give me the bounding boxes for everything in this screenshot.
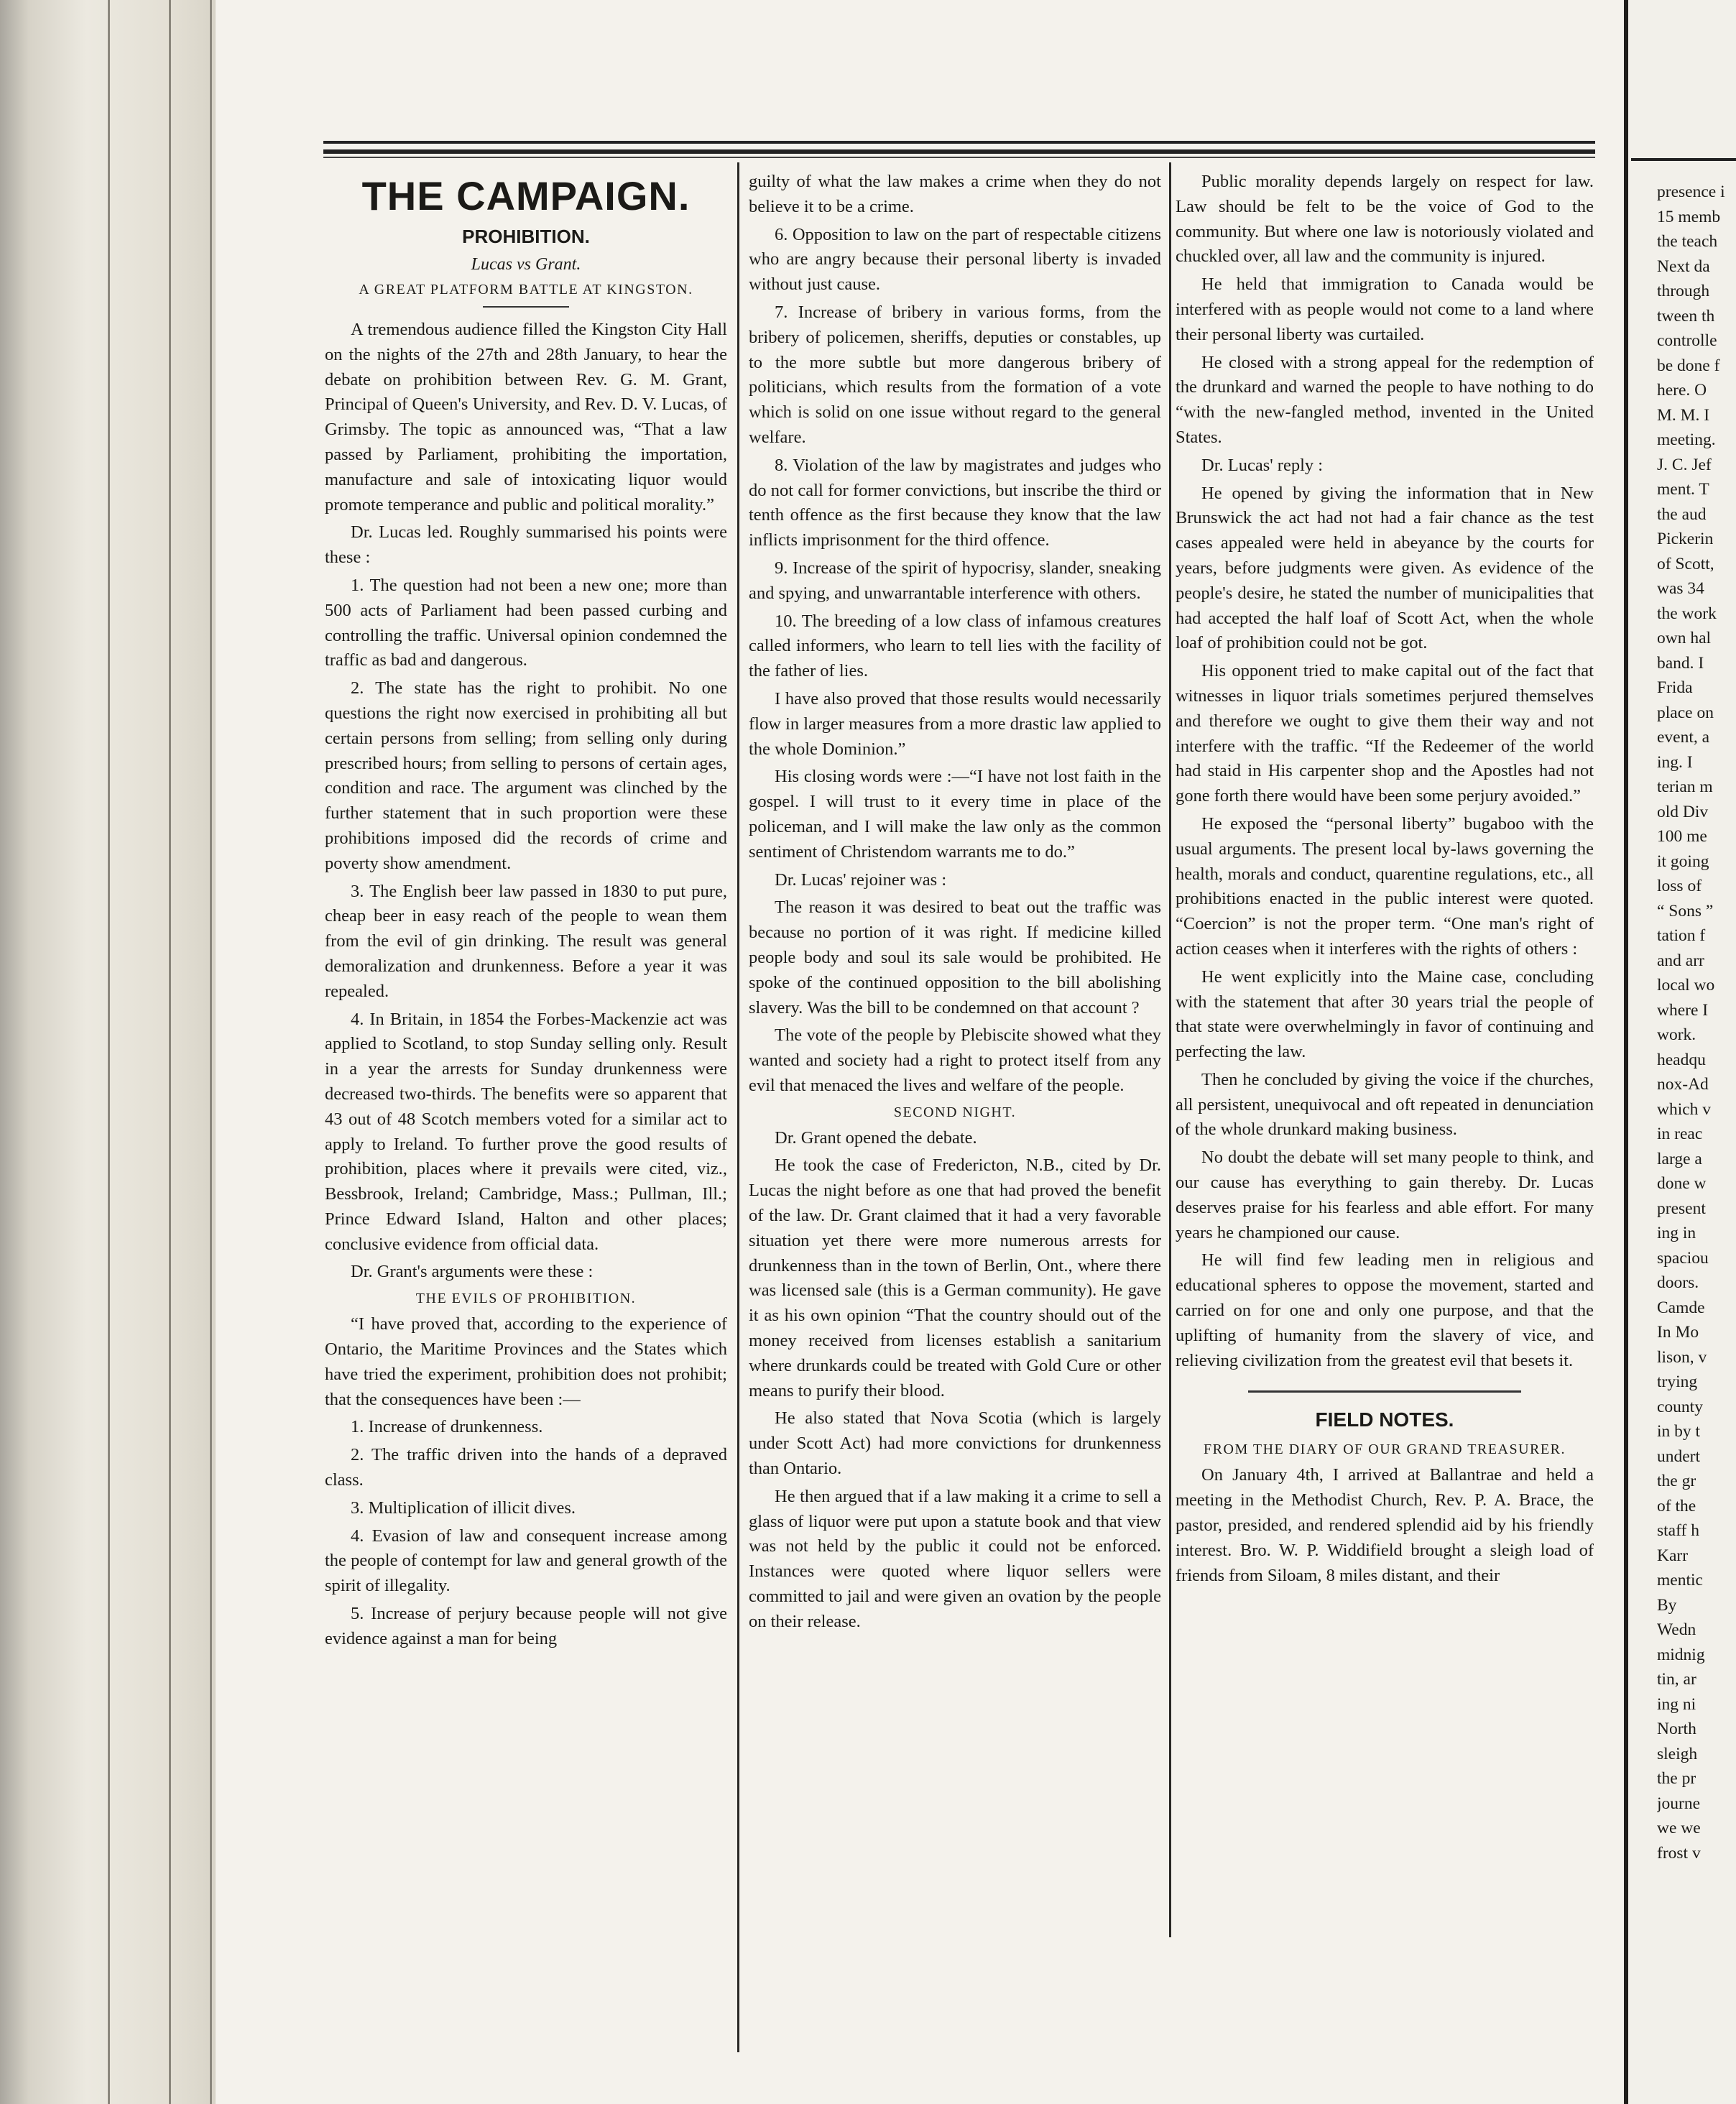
- text-fragment: By: [1657, 1595, 1677, 1615]
- paragraph: His opponent tried to make capital out of the fact that witnesses in liquor trials sometimes perjured themselves and therefore we ought to give them their way and not interfere with the traffic. “If the Redeemer of the world had staid in His carpenter shop and the Apostles had not gone forth there would have been some perjury avoided.”: [1176, 661, 1594, 806]
- text-fragment: ment. T: [1657, 480, 1709, 499]
- text-fragment: loss of: [1657, 877, 1702, 895]
- text-fragment: Karr: [1657, 1546, 1689, 1565]
- text-fragment: midnig: [1657, 1645, 1705, 1664]
- paragraph: He then argued that if a law making it a crime to sell a glass of liquor were put upon a statute book and that view was not held by the public it could not be enforced. Instances were quoted where liquor sellers were committed to jail and were given an ovation by the people on their release.: [749, 1486, 1161, 1631]
- paragraph: 1. The question had not been a new one; more than 500 acts of Parliament had been passed curbing and controlling the traffic. Universal opinion condemned the traffic as bad and dangerous.: [325, 575, 727, 670]
- text-fragment: 15 memb: [1657, 207, 1721, 226]
- text-fragment: meeting.: [1657, 430, 1716, 449]
- text-fragment: local wo: [1657, 976, 1715, 995]
- text-fragment: Pickerin: [1657, 530, 1714, 548]
- text-fragment: we we: [1657, 1819, 1701, 1837]
- column-divider: [1169, 162, 1171, 1937]
- text-fragment: doors.: [1657, 1273, 1699, 1292]
- subheading: THE EVILS OF PROHIBITION.: [415, 1291, 637, 1307]
- text-fragment: the gr: [1657, 1472, 1696, 1490]
- paragraph: Dr. Grant opened the debate.: [775, 1127, 977, 1148]
- text-fragment: mentic: [1657, 1571, 1703, 1589]
- text-fragment: lison, v: [1657, 1347, 1707, 1367]
- paragraph: A tremendous audience filled the Kingston City Hall on the nights of the 27th and 28th January, to hear the debate on prohibition between Rev. G. M. Grant, Principal of Queen's University, and Rev. D. V. Lucas, of Grimsby. The topic as announced was, “That a law passed by Parliament, prohibiting the importation, manufacture and sale of intoxicating liquor would promote temperance and public and political morality.”: [325, 320, 727, 515]
- paragraph: 2. The state has the right to prohibit. No one questions the right now exercised in prohibiting all but certain persons from selling; from selling only during prescribed hours; from selling to persons of certain ages, condition and race. The argument was clinched by the further statement that in such proportion were these prohibitions imposed did the records of crime and poverty show amendment.: [325, 678, 727, 873]
- text-fragment: presence i: [1657, 183, 1725, 201]
- list-item: 2. The traffic driven into the hands of a depraved class.: [325, 1445, 727, 1490]
- paragraph: Then he concluded by giving the voice if the churches, all persistent, unequivocal and oft repeated in denunciation of the whole drunkard making business.: [1176, 1069, 1594, 1140]
- text-fragment: the teach: [1657, 232, 1718, 251]
- list-item: 3. Multiplication of illicit dives.: [351, 1498, 576, 1518]
- list-item: 7. Increase of bribery in various forms, from the bribery of policemen, sheriffs, deputies or constables, up to the more subtle but more dangerous bribery of politicians, which results from the formation of a vote which is solid on one issue without regard to the general welfare.: [749, 302, 1161, 447]
- newspaper-page: [216, 0, 1624, 2104]
- subtitle: Lucas vs Grant.: [471, 255, 581, 274]
- cropped-column-text: [1657, 180, 1736, 1865]
- text-fragment: Camde: [1657, 1298, 1705, 1317]
- paragraph: guilty of what the law makes a crime when they do not believe it to be a crime.: [749, 172, 1161, 216]
- text-fragment: and arr: [1657, 951, 1704, 970]
- header-rule: [323, 141, 1595, 144]
- text-fragment: the work: [1657, 604, 1717, 623]
- paragraph: 3. The English beer law passed in 1830 to put pure, cheap beer in easy reach of the people to wean them from the evil of gin drinking. The result was general demoralization and drunkenness. Before a year it was repealed.: [325, 881, 727, 1001]
- text-fragment: M. M. I: [1657, 405, 1710, 425]
- text-fragment: “ Sons ”: [1657, 901, 1714, 920]
- text-fragment: be done f: [1657, 356, 1720, 375]
- text-fragment: of Scott,: [1657, 554, 1714, 573]
- text-fragment: headqu: [1657, 1050, 1706, 1069]
- subheading: SECOND NIGHT.: [893, 1104, 1017, 1120]
- text-fragment: ing in: [1657, 1224, 1696, 1242]
- text-fragment: in by t: [1657, 1422, 1701, 1441]
- text-fragment: staff h: [1657, 1521, 1699, 1540]
- text-fragment: in reac: [1657, 1125, 1703, 1143]
- text-fragment: of the: [1657, 1496, 1696, 1515]
- text-fragment: ing ni: [1657, 1694, 1696, 1714]
- text-fragment: tation f: [1657, 926, 1706, 945]
- text-fragment: In Mo: [1657, 1323, 1699, 1342]
- paragraph: Dr. Lucas' reply :: [1201, 455, 1324, 475]
- paragraph: Dr. Lucas' rejoiner was :: [775, 869, 947, 890]
- text-fragment: present: [1657, 1199, 1706, 1218]
- text-fragment: the pr: [1657, 1769, 1696, 1788]
- text-fragment: where I: [1657, 1000, 1709, 1020]
- text-fragment: controlle: [1657, 331, 1717, 350]
- paragraph: Dr. Lucas led. Roughly summarised his points were these :: [325, 522, 727, 568]
- text-fragment: band. I: [1657, 653, 1704, 673]
- list-item: 4. Evasion of law and consequent increase among the people of contempt for law and general growth of the spirit of illegality.: [325, 1526, 727, 1596]
- text-fragment: Frida: [1657, 678, 1693, 697]
- text-fragment: ing. I: [1657, 752, 1693, 772]
- text-fragment: North: [1657, 1720, 1696, 1738]
- fold-line: [169, 0, 171, 2104]
- list-item: 9. Increase of the spirit of hypocrisy, slander, sneaking and spying, and unwarrantable interference with others.: [749, 558, 1161, 603]
- text-fragment: journe: [1657, 1794, 1701, 1813]
- paragraph: The vote of the people by Plebiscite showed what they wanted and society had a right to protect itself from any evil that menaced the lives and welfare of the people.: [749, 1025, 1161, 1095]
- text-fragment: here. O: [1657, 381, 1707, 400]
- text-fragment: work.: [1657, 1025, 1696, 1044]
- masthead: THE CAMPAIGN.: [361, 173, 691, 218]
- header-rule: [323, 149, 1595, 154]
- paragraph: On January 4th, I arrived at Ballantrae and held a meeting in the Methodist Church, Rev. P. A. Brace, the pastor, presided, and rendered splendid aid by his friendly interest. Bro. W. P. Widdifield brought a sleigh load of friends from Siloam, 8 miles distant, and their: [1176, 1465, 1594, 1585]
- adjacent-page-strip: [1624, 0, 1736, 2104]
- column-divider: [737, 162, 739, 2052]
- paragraph: He will find few leading men in religious and educational spheres to oppose the movement, started and carried on for one and only one purpose, and that the uplifting of humanity from the slavery of vice, and relieving civilization from the greatest evil that besets it.: [1176, 1250, 1594, 1370]
- paragraph: 4. In Britain, in 1854 the Forbes-Mackenzie act was applied to Scotland, to stop Sunday selling only. Result in a year the arrests for Sunday drunkenness were decreased two-thirds. The benefits were so apparent that 43 out of 48 Scotch members voted for a similar act to apply to Ireland. To further prove the good results of prohibition, places where it prevails were cited, viz., Bessbrook, Ireland; Cambridge, Mass.; Pullman, Ill.; Prince Edward Island, Halton and other places; conclusive evidence from official data.: [325, 1009, 727, 1254]
- column-3: [1176, 170, 1594, 2059]
- text-fragment: old Div: [1657, 802, 1709, 821]
- paragraph: Dr. Grant's arguments were these :: [351, 1262, 594, 1282]
- paragraph: His closing words were :—“I have not lost faith in the gospel. I will trust to it every time in place of the policeman, and I will make the law only as the common sentiment of Christendom warrants me to do.”: [749, 767, 1161, 862]
- divider: [1248, 1390, 1521, 1393]
- paragraph: The reason it was desired to beat out the traffic was because no portion of it was right. If medicine killed people body and soul its sale would be prohibited. He spoke of the continued opposition to the bill abolishing slavery. Was the bill to be condemned on that account ?: [749, 898, 1161, 1018]
- text-fragment: terian m: [1657, 778, 1713, 796]
- paragraph: He closed with a strong appeal for the redemption of the drunkard and warned the people to have nothing to do “with the new-fangled method, invented in the United States.: [1176, 352, 1594, 447]
- text-fragment: Wedn: [1657, 1620, 1696, 1639]
- list-item: 8. Violation of the law by magistrates and judges who do not call for former convictions, but inscribe the third or tenth offence as the first because they know that the law inflicts imprisonment for the third offence.: [749, 455, 1161, 550]
- paragraph: He exposed the “personal liberty” bugaboo with the usual arguments. The present local by-laws governing the health, morals and conduct, quarentine regulations, etc., all prohibitions enacted in the public interest were quoted. “Coercion” is not the proper term. “One man's right of action ceases when it interferes with the rights of others :: [1176, 813, 1594, 959]
- text-fragment: frost v: [1657, 1843, 1701, 1863]
- text-fragment: county: [1657, 1397, 1703, 1416]
- column-2: [749, 170, 1161, 2059]
- paragraph: He opened by giving the information that in New Brunswick the act had not had a fair chance as the test cases appealed were held in abeyance by the courts for years, before judgments were given. As evidence of the people's desire, he stated the number of municipalities that had accepted the half loaf of Scott Act, when the whole loaf of prohibition could not be got.: [1176, 483, 1594, 653]
- paragraph: No doubt the debate will set many people to think, and our cause has everything to gain thereby. Dr. Lucas deserves praise for his fearless and able effort. For many years he championed our cause.: [1176, 1148, 1594, 1242]
- text-fragment: the aud: [1657, 504, 1707, 524]
- header-rule: [323, 157, 1595, 158]
- header-rule: [1631, 158, 1736, 161]
- text-fragment: own hal: [1657, 629, 1712, 647]
- list-item: 1. Increase of drunkenness.: [351, 1417, 543, 1437]
- paragraph: I have also proved that those results would necessarily flow in larger measures from a more drastic law applied to the whole Dominion.”: [749, 688, 1161, 759]
- paragraph: He went explicitly into the Maine case, concluding with the statement that after 30 years trial the people of that state were overwhelmingly in favor of continuing and perfecting the law.: [1176, 966, 1594, 1062]
- text-fragment: undert: [1657, 1446, 1701, 1466]
- column-1: [325, 170, 727, 2059]
- text-fragment: event, a: [1657, 728, 1710, 747]
- text-fragment: it going: [1657, 852, 1709, 871]
- text-fragment: 100 me: [1657, 827, 1707, 846]
- text-fragment: through: [1657, 282, 1710, 300]
- text-fragment: trying: [1657, 1372, 1698, 1391]
- subheading: FROM THE DIARY OF OUR GRAND TREASURER.: [1204, 1441, 1566, 1458]
- text-fragment: sleigh: [1657, 1744, 1698, 1763]
- list-item: 5. Increase of perjury because people will not give evidence against a man for being: [325, 1604, 727, 1648]
- kicker: A GREAT PLATFORM BATTLE AT KINGSTON.: [359, 282, 693, 297]
- text-fragment: tin, ar: [1657, 1670, 1696, 1689]
- list-item: 10. The breeding of a low class of infamous creatures called informers, who learn to tell lies with the facility of the father of lies.: [749, 611, 1161, 681]
- text-fragment: place on: [1657, 703, 1714, 722]
- text-fragment: spaciou: [1657, 1248, 1709, 1268]
- text-fragment: which v: [1657, 1099, 1712, 1119]
- text-fragment: tween th: [1657, 306, 1715, 326]
- paragraph: He held that immigration to Canada would be interfered with as people would not come to a land where their personal liberty was curtailed.: [1176, 274, 1594, 344]
- paragraph: He took the case of Fredericton, N.B., cited by Dr. Lucas the night before as one that had proved the benefit of the law. Dr. Grant claimed that it had a very favorable situation yet there were more numerous arrests for drunkenness than in the town of Berlin, Ont., where there was licensed sale (this is a German community). He gave it as his own opinion “That the country should out of the money received from licenses establish a sanitarium where drunkards could be treated with Gold Cure or other means to purify their blood.: [749, 1155, 1161, 1401]
- text-fragment: large a: [1657, 1149, 1702, 1168]
- text-fragment: was 34: [1657, 579, 1704, 598]
- paragraph: “I have proved that, according to the experience of Ontario, the Maritime Provinces and the States which have tried the experiment, prohibition does not prohibit; that the consequences have been :—: [325, 1314, 727, 1409]
- divider: [483, 306, 569, 308]
- list-item: 6. Opposition to law on the part of respectable citizens who are angry because their personal liberty is invaded without just cause.: [749, 224, 1161, 295]
- paragraph: Public morality depends largely on respect for law. Law should be felt to be the voice of God to the community. But where one law is notoriously violated and chuckled over, all law and the community is injured.: [1176, 172, 1594, 267]
- fold-line: [210, 0, 212, 2104]
- text-fragment: nox-Ad: [1657, 1075, 1709, 1094]
- text-fragment: J. C. Jef: [1657, 455, 1712, 474]
- fold-line: [108, 0, 110, 2104]
- paragraph: He also stated that Nova Scotia (which is largely under Scott Act) had more convictions for drunkenness than Ontario.: [749, 1408, 1161, 1479]
- text-fragment: Next da: [1657, 257, 1710, 276]
- field-notes-heading: FIELD NOTES.: [1315, 1408, 1454, 1431]
- section-heading: PROHIBITION.: [462, 226, 590, 247]
- text-fragment: done w: [1657, 1174, 1707, 1193]
